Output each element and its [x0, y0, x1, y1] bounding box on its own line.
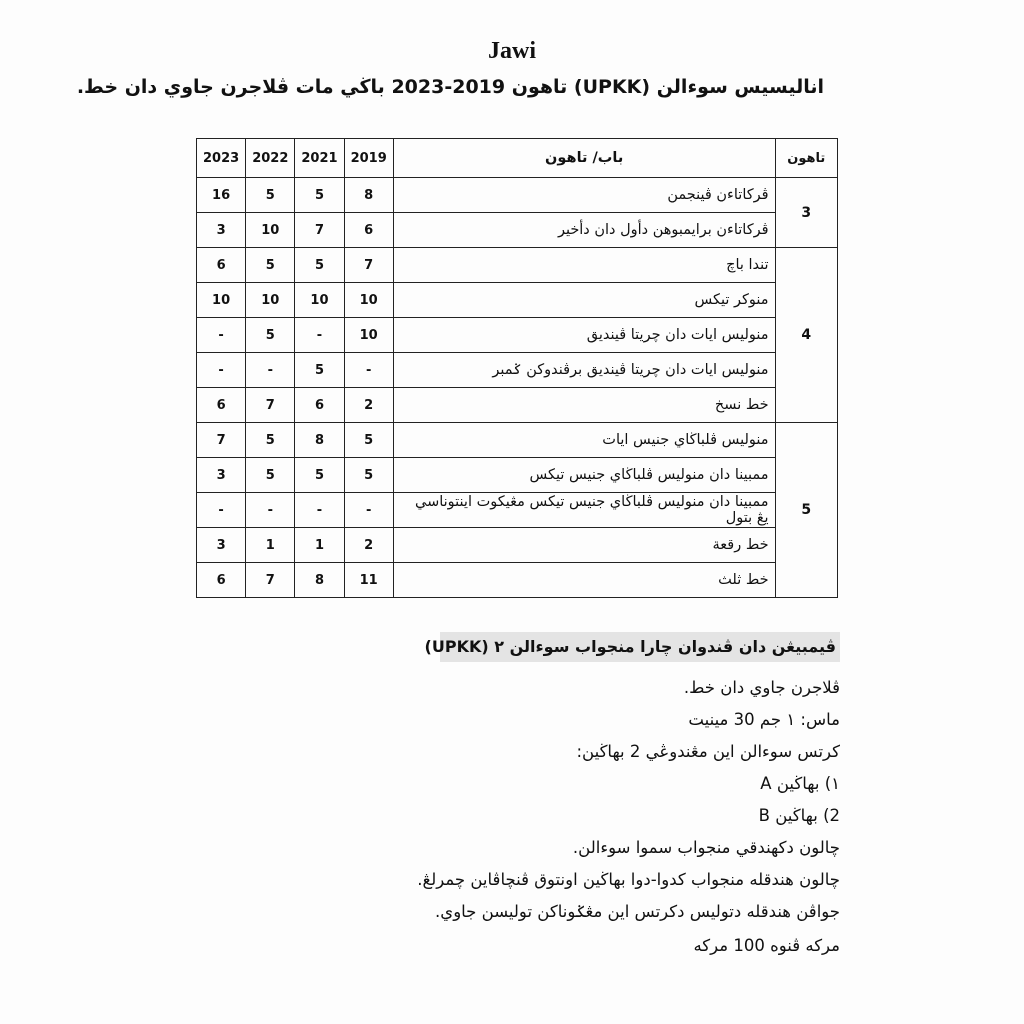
instruction-line: ١) بهاڬين A [760, 774, 840, 793]
cell-2021: 1 [295, 528, 344, 563]
cell-2022: 7 [246, 388, 295, 423]
instruction-line: مرکه ڤنوه 100 مرکه [693, 936, 840, 955]
cell-2019: 5 [344, 458, 393, 493]
cell-2022: 10 [246, 283, 295, 318]
table-row [197, 248, 838, 283]
analysis-table [196, 138, 838, 598]
table-row [197, 178, 838, 213]
table-row [197, 318, 838, 353]
cell-2022: 5 [246, 458, 295, 493]
cell-2023: - [197, 318, 246, 353]
cell-2023: 10 [197, 283, 246, 318]
cell-2019: 10 [344, 318, 393, 353]
cell-2022: 5 [246, 178, 295, 213]
cell-2023: 3 [197, 528, 246, 563]
cell-2023: - [197, 493, 246, 528]
header-year: تاهون [775, 139, 837, 178]
cell-2022: 1 [246, 528, 295, 563]
table-header-row [197, 139, 838, 178]
cell-2022: - [246, 353, 295, 388]
cell-topic: ڤركاتاءن ڤينجمن [393, 178, 775, 213]
cell-topic: منوکر تيکس [393, 283, 775, 318]
cell-2022: - [246, 493, 295, 528]
cell-2019: 6 [344, 213, 393, 248]
cell-2023: 3 [197, 458, 246, 493]
cell-2023: 6 [197, 248, 246, 283]
instruction-line: ماس: ١ جم 30 مينيت [688, 710, 840, 729]
cell-2023: 3 [197, 213, 246, 248]
cell-2021: - [295, 318, 344, 353]
instruction-line: چالون دکهندقي منجواب سموا سوءالن. [572, 838, 840, 857]
cell-topic: ڤركاتاءن برايمبوهن دأول دان دأخير [393, 213, 775, 248]
header-topic: باب/ تاهون [393, 139, 775, 178]
cell-2022: 5 [246, 318, 295, 353]
page-title: Jawi [488, 38, 536, 64]
cell-topic: تندا باچ [393, 248, 775, 283]
cell-2021: 10 [295, 283, 344, 318]
cell-2019: 2 [344, 388, 393, 423]
cell-topic: خط نسخ [393, 388, 775, 423]
instruction-line: 2) بهاڬين B [758, 806, 840, 825]
cell-2023: 6 [197, 388, 246, 423]
cell-2019: 8 [344, 178, 393, 213]
cell-topic: منوليس ايات دان چريتا ڤينديق برڤندوکن ݢمبر [393, 353, 775, 388]
cell-2019: 5 [344, 423, 393, 458]
cell-2021: 5 [295, 178, 344, 213]
instruction-line: کرتس سوءالن اين مڠندوڠي 2 بهاڬين: [576, 742, 840, 761]
cell-topic: منوليس ڤلباڬاي جنيس ايات [393, 423, 775, 458]
header-2023: 2023 [197, 139, 246, 178]
cell-2019: - [344, 493, 393, 528]
cell-2021: 5 [295, 248, 344, 283]
table-row [197, 388, 838, 423]
cell-topic: ممبينا دان منوليس ڤلباڬاي جنيس تيکس [393, 458, 775, 493]
table-row [197, 283, 838, 318]
page-subtitle: اناليسيس سوءالن (UPKK) تاهون 2019-2023 باڬي مات ڤلاجرن جاوي دان خط. [76, 76, 824, 98]
cell-year: 4 [775, 248, 837, 423]
cell-2023: 7 [197, 423, 246, 458]
cell-2019: 11 [344, 563, 393, 598]
instruction-line: چالون هندقله منجواب کدوا-دوا بهاڬين اونتوق ڤنچاڤاين چمرلڠ. [417, 870, 840, 889]
table-row [197, 213, 838, 248]
cell-2022: 5 [246, 248, 295, 283]
cell-2021: 8 [295, 423, 344, 458]
cell-2022: 5 [246, 423, 295, 458]
cell-topic: خط ثلث [393, 563, 775, 598]
cell-topic: منوليس ايات دان چريتا ڤينديق [393, 318, 775, 353]
cell-2021: - [295, 493, 344, 528]
cell-2021: 5 [295, 458, 344, 493]
table-row [197, 563, 838, 598]
table-row [197, 493, 838, 528]
cell-topic: ممبينا دان منوليس ڤلباڬاي جنيس تيکس مڠيکوت اينتوناسي يڠ بتول [393, 493, 775, 528]
cell-2022: 10 [246, 213, 295, 248]
section-banner: ڤيمبيڠن دان ڤندوان چارا منجواب سوءالن ٢ (UPKK) [440, 632, 840, 662]
table-row [197, 423, 838, 458]
table-row [197, 458, 838, 493]
cell-2023: 16 [197, 178, 246, 213]
cell-2021: 5 [295, 353, 344, 388]
cell-2019: 2 [344, 528, 393, 563]
cell-2022: 7 [246, 563, 295, 598]
cell-year: 3 [775, 178, 837, 248]
cell-year: 5 [775, 423, 837, 598]
cell-2021: 7 [295, 213, 344, 248]
instruction-line: جواڤن هندقله دتوليس دکرتس اين مڠݢوناکن توليسن جاوي. [435, 902, 840, 921]
instruction-line: ڤلاجرن جاوي دان خط. [683, 678, 840, 697]
cell-topic: خط رقعة [393, 528, 775, 563]
cell-2021: 6 [295, 388, 344, 423]
header-2022: 2022 [246, 139, 295, 178]
table-row [197, 353, 838, 388]
cell-2021: 8 [295, 563, 344, 598]
table-row [197, 528, 838, 563]
cell-2019: 7 [344, 248, 393, 283]
cell-2023: - [197, 353, 246, 388]
header-2021: 2021 [295, 139, 344, 178]
header-2019: 2019 [344, 139, 393, 178]
cell-2019: 10 [344, 283, 393, 318]
cell-2023: 6 [197, 563, 246, 598]
cell-2019: - [344, 353, 393, 388]
